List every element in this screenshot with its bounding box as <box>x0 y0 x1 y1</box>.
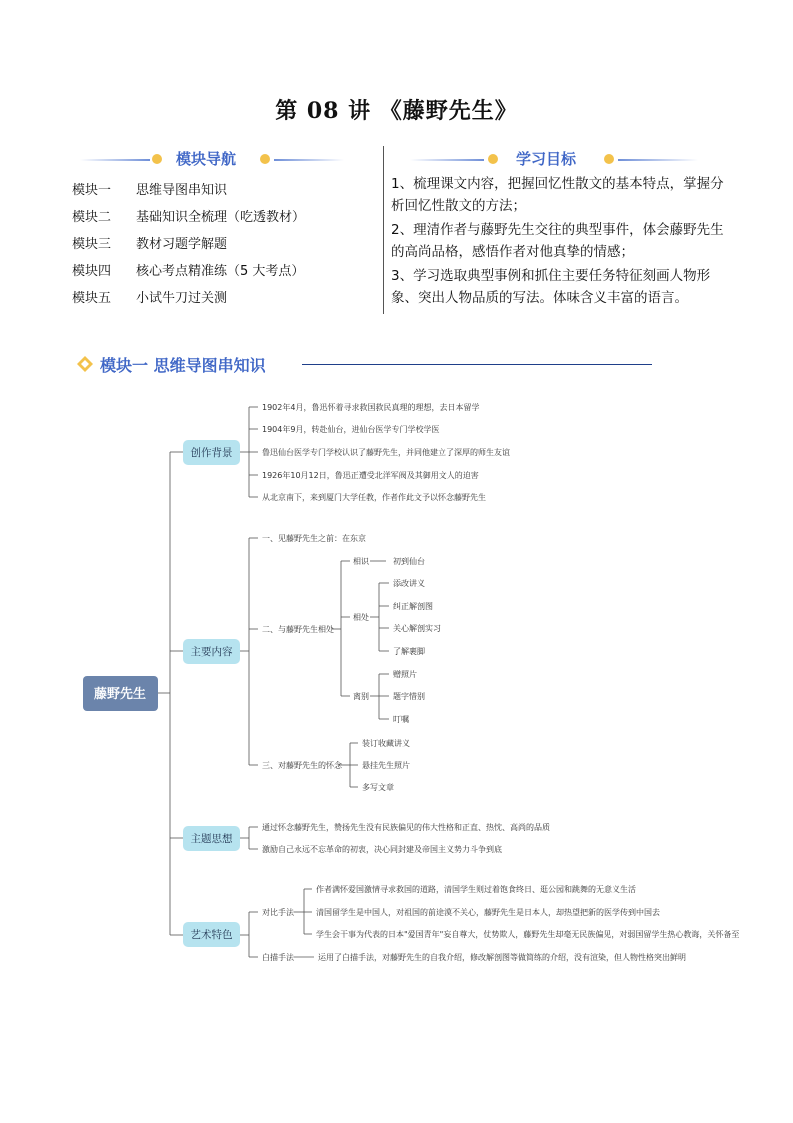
dot-icon <box>488 154 498 164</box>
nav-item: 模块三 教材习题学解题 <box>72 237 228 252</box>
dot-icon <box>152 154 162 164</box>
leaf: 1904年9月，转赴仙台，进仙台医学专门学校学医 <box>262 425 440 434</box>
nav-item: 模块一 思维导图串知识 <box>72 183 228 198</box>
leaf: 了解裹脚 <box>393 647 425 656</box>
page-title: 第 08 讲 《藤野先生》 <box>275 98 518 124</box>
dot-icon <box>260 154 270 164</box>
leaf: 白描手法 <box>262 953 294 962</box>
leaf: 纠正解剖图 <box>393 602 433 611</box>
leaf: 添改讲义 <box>393 579 425 588</box>
leaf: 1926年10月12日，鲁迅正遭受北洋军阀及其御用文人的迫害 <box>262 471 479 480</box>
leaf: 赠照片 <box>393 670 417 679</box>
leaf: 鲁迅仙台医学专门学校认识了藤野先生，并同他建立了深厚的师生友谊 <box>262 448 510 457</box>
nav-heading <box>80 148 380 170</box>
module1-heading-label: 模块一 思维导图串知识 <box>100 356 266 375</box>
column-divider <box>383 146 384 314</box>
node-background-label: 创作背景 <box>190 447 233 459</box>
leaf: 学生会干事为代表的日本"爱国青年"妄自尊大，仗势欺人，藤野先生却毫无民族偏见，对弱国留学生热心教诲，关怀备至 <box>316 930 740 939</box>
leaf: 叮嘱 <box>393 715 409 724</box>
goals-heading <box>410 148 740 170</box>
leaf: 运用了白描手法，对藤野先生的自我介绍，修改解剖图等做简练的介绍，没有渲染，但人物性格突出鲜明 <box>318 953 686 962</box>
goals-heading-label: 学习目标 <box>516 150 577 168</box>
mind-map <box>0 380 793 980</box>
leaf: 通过怀念藤野先生，赞扬先生没有民族偏见的伟大性格和正直、热忱、高尚的品质 <box>262 823 550 832</box>
leaf: 悬挂先生照片 <box>362 761 410 770</box>
leaf: 关心解剖实习 <box>393 624 441 633</box>
leaf: 一、见藤野先生之前：在东京 <box>262 534 366 543</box>
leaf: 从北京南下，来到厦门大学任教，作者作此文予以怀念藤野先生 <box>262 493 486 502</box>
leaf: 多写文章 <box>362 783 394 792</box>
goal-item: 1、梳理课文内容，把握回忆性散文的基本特点，掌握分析回忆性散文的方法； <box>391 176 724 214</box>
leaf: 初到仙台 <box>393 557 425 566</box>
nav-item: 模块二 基础知识全梳理（吃透教材） <box>72 210 306 225</box>
node-content-label: 主要内容 <box>190 646 233 658</box>
nav-item: 模块五 小试牛刀过关测 <box>72 291 228 306</box>
leaf: 装订收藏讲义 <box>362 739 410 748</box>
root-node-label: 藤野先生 <box>93 687 147 702</box>
leaf: 离别 <box>353 692 369 701</box>
node-theme-label: 主题思想 <box>190 833 233 845</box>
leaf: 相处 <box>353 613 369 622</box>
leaf: 相识 <box>353 557 369 566</box>
leaf: 1902年4月，鲁迅怀着寻求救国救民真理的理想，去日本留学 <box>262 403 480 412</box>
nav-item: 模块四 核心考点精准练（5 大考点） <box>72 264 305 279</box>
dot-icon <box>604 154 614 164</box>
leaf: 清国留学生是中国人，对祖国的前途漠不关心，藤野先生是日本人，却热望把新的医学传到中国去 <box>316 908 660 917</box>
leaf: 对比手法 <box>262 908 294 917</box>
nav-heading-label: 模块导航 <box>176 150 237 168</box>
leaf: 二、与藤野先生相处 <box>262 625 334 634</box>
diamond-icon <box>76 355 94 373</box>
leaf: 作者满怀爱国激情寻求救国的道路，清国学生则过着饱食终日、逛公园和跳舞的无意义生活 <box>316 885 636 894</box>
leaf: 激励自己永远不忘革命的初衷，决心同封建及帝国主义势力斗争到底 <box>262 845 502 854</box>
goal-item: 3、学习选取典型事例和抓住主要任务特征刻画人物形象、突出人物品质的写法。体味含义丰富的语言。 <box>391 268 711 306</box>
goal-item: 2、理清作者与藤野先生交往的典型事件，体会藤野先生的高尚品格，感悟作者对他真挚的情感； <box>391 222 724 260</box>
leaf: 三、对藤野先生的怀念 <box>262 761 342 770</box>
leaf: 题字惜别 <box>393 692 425 701</box>
node-art-label: 艺术特色 <box>190 929 233 941</box>
